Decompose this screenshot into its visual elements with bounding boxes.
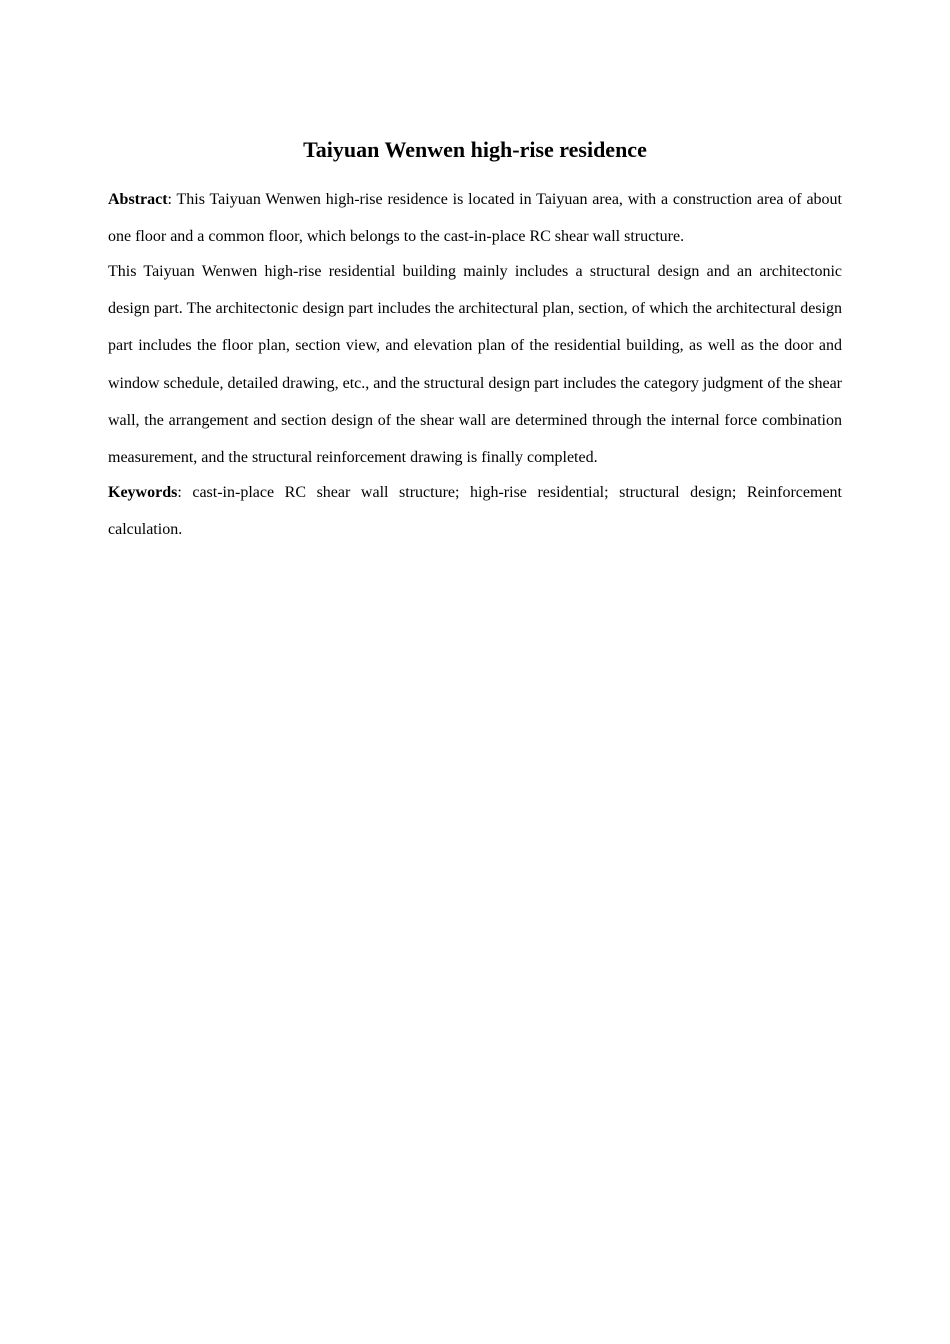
abstract-paragraph bbox=[108, 181, 842, 255]
keywords-label: Keywords bbox=[108, 484, 178, 501]
document-title: Taiyuan Wenwen high-rise residence bbox=[303, 137, 647, 162]
keywords-separator: : bbox=[177, 484, 182, 501]
abstract-label: Abstract bbox=[108, 191, 168, 208]
abstract-text: This Taiyuan Wenwen high-rise residence is located in Taiyuan area, with a construction area of about one floor and a common floor, which belongs to the cast-in-place RC shear wall structure. bbox=[108, 191, 842, 246]
abstract-separator: : bbox=[167, 191, 172, 208]
body-paragraph: This Taiyuan Wenwen high-rise residential building mainly includes a structural design and an architectonic design part. The architectonic design part includes the architectural plan, section, of which the architectural design part includes the floor plan, section view, and elevation plan of the residential building, as well as the door and window schedule, detailed drawing, etc., and the structural design part includes the category judgment of the shear wall, the arrangement and section design of the shear wall are determined through the internal force combination measurement, and the structural reinforcement drawing is finally completed. bbox=[108, 263, 842, 467]
keywords-paragraph bbox=[108, 474, 842, 548]
keywords-text: cast-in-place RC shear wall structure; high-rise residential; structural design; Reinforcement calculation. bbox=[108, 484, 842, 539]
